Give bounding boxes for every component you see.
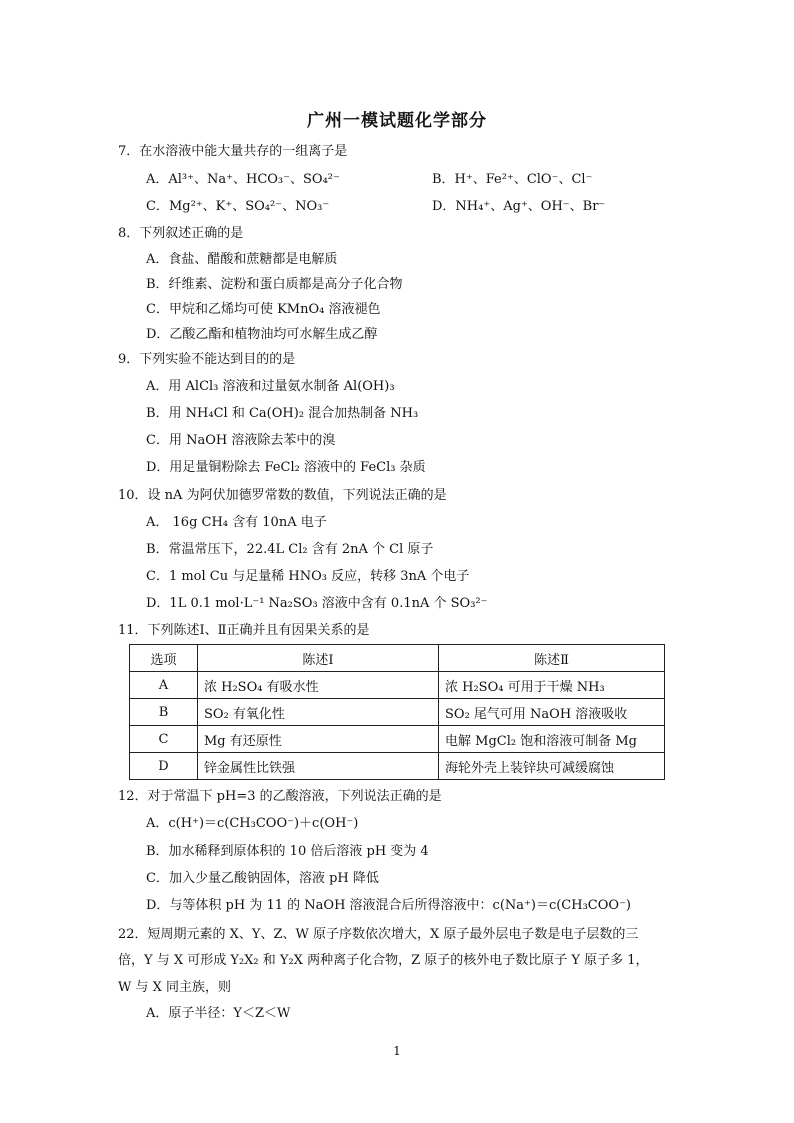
table-cell: 锌金属性比铁强 bbox=[198, 753, 439, 780]
question-9-stem: 9．下列实验不能达到目的的是 bbox=[118, 352, 296, 367]
question-8-option-d: D．乙酸乙酯和植物油均可水解生成乙醇 bbox=[146, 327, 378, 342]
question-8-option-c: C．甲烷和乙烯均可使 KMnO₄ 溶液褪色 bbox=[146, 302, 381, 317]
question-7-option-b: B．H⁺、Fe²⁺、ClO⁻、Cl⁻ bbox=[432, 172, 593, 187]
table-row bbox=[130, 699, 665, 726]
table-cell: SO₂ 有氧化性 bbox=[198, 699, 439, 726]
question-10-stem: 10．设 nA 为阿伏加德罗常数的数值，下列说法正确的是 bbox=[118, 488, 447, 503]
table-cell: Mg 有还原性 bbox=[198, 726, 439, 753]
question-7-option-d: D．NH₄⁺、Ag⁺、OH⁻、Br⁻ bbox=[432, 199, 606, 214]
question-7-stem: 7．在水溶液中能大量共存的一组离子是 bbox=[118, 144, 348, 159]
table-header-cell: 陈述Ⅰ bbox=[198, 645, 439, 672]
table-row bbox=[130, 672, 665, 699]
question-22-option-a: A．原子半径：Y＜Z＜W bbox=[146, 1006, 291, 1021]
table-cell: D bbox=[130, 753, 198, 780]
question-9-option-b: B．用 NH₄Cl 和 Ca(OH)₂ 混合加热制备 NH₃ bbox=[146, 406, 419, 421]
page-number: 1 bbox=[393, 1044, 401, 1058]
question-12-stem: 12．对于常温下 pH=3 的乙酸溶液，下列说法正确的是 bbox=[118, 789, 442, 804]
table-cell: 浓 H₂SO₄ 有吸水性 bbox=[198, 672, 439, 699]
question-9-option-d: D．用足量铜粉除去 FeCl₂ 溶液中的 FeCl₃ 杂质 bbox=[146, 460, 426, 475]
question-9-option-a: A．用 AlCl₃ 溶液和过量氨水制备 Al(OH)₃ bbox=[146, 379, 395, 394]
question-8-option-a: A．食盐、醋酸和蔗糖都是电解质 bbox=[146, 252, 338, 267]
question-8-option-b: B．纤维素、淀粉和蛋白质都是高分子化合物 bbox=[146, 277, 403, 292]
question-10-option-d: D．1L 0.1 mol·L⁻¹ Na₂SO₃ 溶液中含有 0.1nA 个 SO₃²⁻ bbox=[146, 596, 488, 611]
table-header-row bbox=[130, 645, 665, 672]
table-header-cell: 陈述Ⅱ bbox=[439, 645, 665, 672]
table-cell: B bbox=[130, 699, 198, 726]
table-row bbox=[130, 753, 665, 780]
question-7-option-a: A．Al³⁺、Na⁺、HCO₃⁻、SO₄²⁻ bbox=[146, 172, 340, 187]
question-22-stem-line-1: 22．短周期元素的 X、Y、Z、W 原子序数依次增大，X 原子最外层电子数是电子层数的三 bbox=[118, 927, 639, 942]
question-10-option-c: C．1 mol Cu 与足量稀 HNO₃ 反应，转移 3nA 个电子 bbox=[146, 569, 470, 584]
table-cell: A bbox=[130, 672, 198, 699]
question-8-stem: 8．下列叙述正确的是 bbox=[118, 226, 244, 241]
question-12-option-c: C．加入少量乙酸钠固体，溶液 pH 降低 bbox=[146, 871, 379, 886]
question-22-stem-line-3: W 与 X 同主族，则 bbox=[118, 980, 232, 995]
question-12-option-a: A．c(H⁺)＝c(CH₃COO⁻)＋c(OH⁻) bbox=[146, 816, 359, 831]
question-22-stem-line-2: 倍，Y 与 X 可形成 Y₂X₂ 和 Y₂X 两种离子化合物，Z 原子的核外电子数比原子 Y 原子多 1， bbox=[118, 953, 649, 968]
question-7-option-c: C．Mg²⁺、K⁺、SO₄²⁻、NO₃⁻ bbox=[146, 199, 330, 214]
table-cell: 电解 MgCl₂ 饱和溶液可制备 Mg bbox=[439, 726, 665, 753]
table-header-cell: 选项 bbox=[130, 645, 198, 672]
question-12-option-d: D．与等体积 pH 为 11 的 NaOH 溶液混合后所得溶液中：c(Na⁺)＝c(CH₃COO⁻) bbox=[146, 898, 631, 913]
table-cell: 浓 H₂SO₄ 可用于干燥 NH₃ bbox=[439, 672, 665, 699]
question-9-option-c: C．用 NaOH 溶液除去苯中的溴 bbox=[146, 433, 336, 448]
question-10-option-b: B．常温常压下，22.4L Cl₂ 含有 2nA 个 Cl 原子 bbox=[146, 542, 434, 557]
page-title: 广州一模试题化学部分 bbox=[307, 111, 487, 131]
question-12-option-b: B．加水稀释到原体积的 10 倍后溶液 pH 变为 4 bbox=[146, 844, 429, 859]
table-cell: C bbox=[130, 726, 198, 753]
question-11-table bbox=[129, 644, 665, 780]
table-cell: 海轮外壳上装锌块可减缓腐蚀 bbox=[439, 753, 665, 780]
question-11-stem: 11．下列陈述Ⅰ、Ⅱ正确并且有因果关系的是 bbox=[118, 623, 370, 638]
table-cell: SO₂ 尾气可用 NaOH 溶液吸收 bbox=[439, 699, 665, 726]
question-10-option-a: A． 16g CH₄ 含有 10nA 电子 bbox=[146, 515, 327, 530]
table-row bbox=[130, 726, 665, 753]
